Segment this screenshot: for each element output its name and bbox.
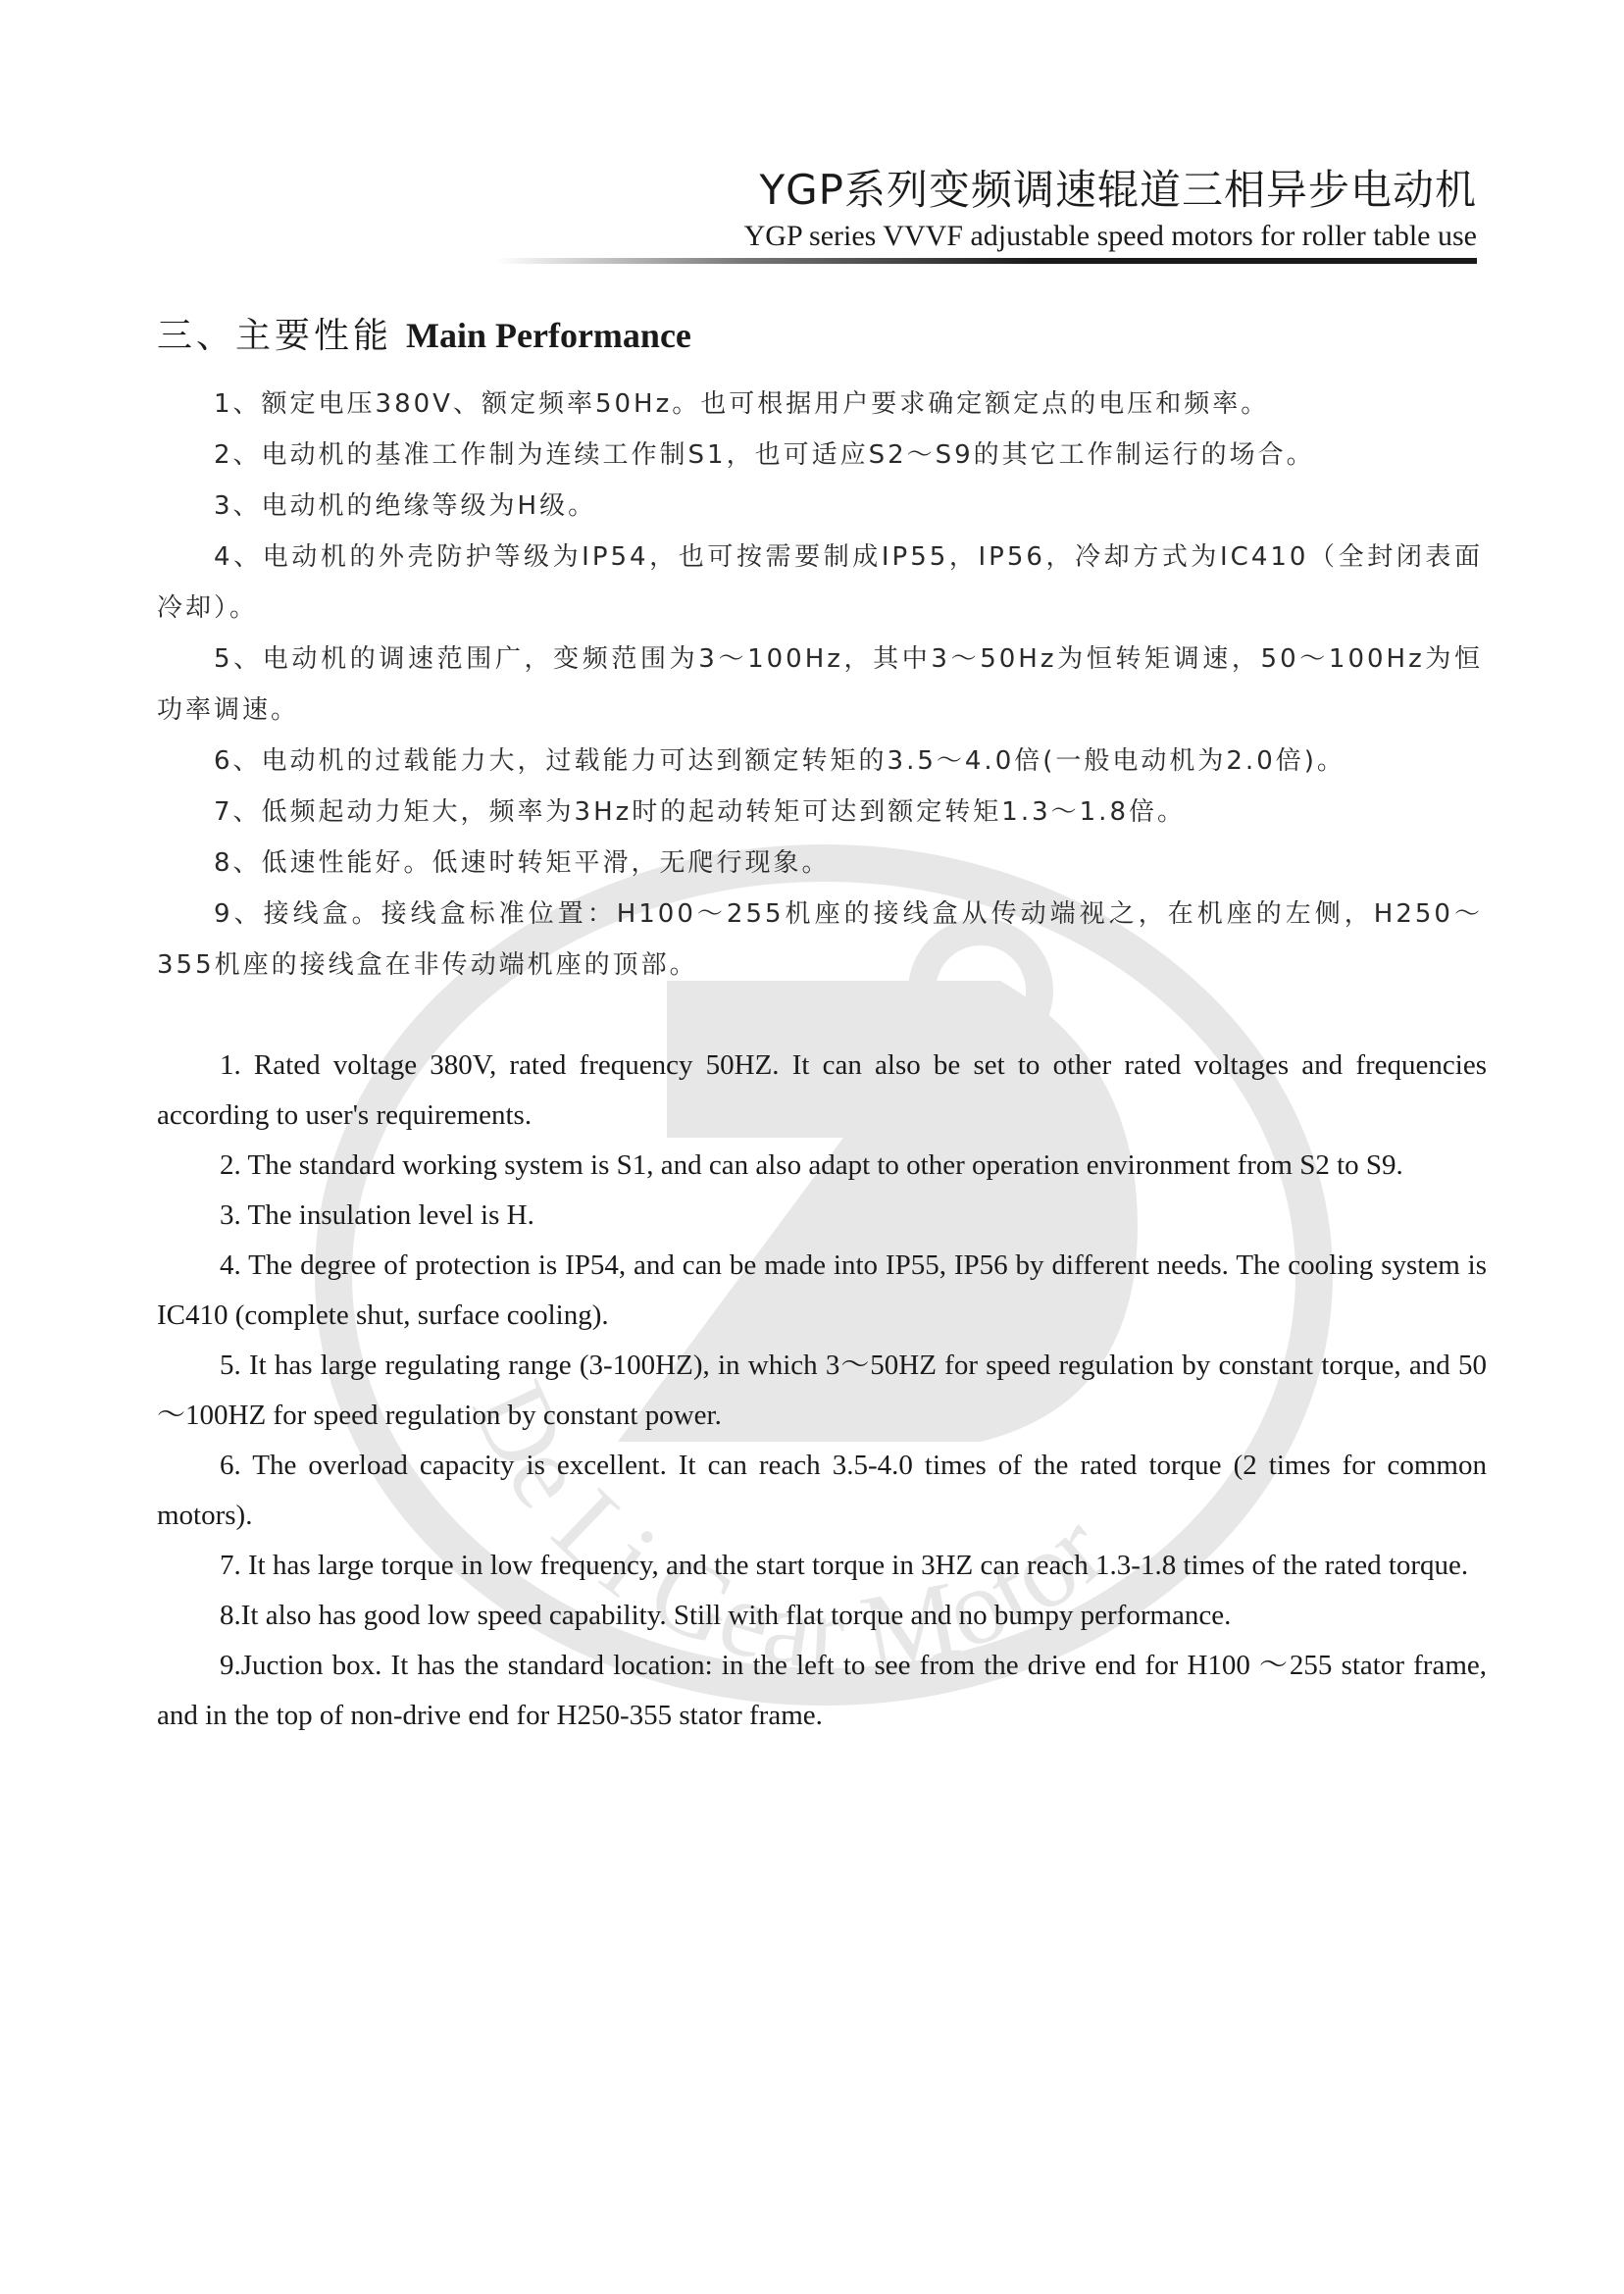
section-title — [157, 314, 691, 358]
en-item-9: 9.Juction box. It has the standard location: in the left to see from the drive end for H100 ～255 stator frame, and in the top of non-drive end for H250-355 stator frame. — [157, 1650, 1487, 1731]
en-item-1: 1. Rated voltage 380V, rated frequency 50HZ. It can also be set to other rated voltages and frequencies according to user's requirements. — [157, 1049, 1487, 1131]
en-item-2: 2. The standard working system is S1, and can also adapt to other operation environment from S2 to S9. — [220, 1149, 1403, 1181]
en-item-8: 8.It also has good low speed capability. Still with flat torque and no bumpy performance. — [220, 1600, 1232, 1631]
cn-item-7: 7、低频起动力矩大，频率为3Hz时的起动转矩可达到额定转矩1.3～1.8倍。 — [214, 797, 1186, 827]
cn-item-9: 9、接线盒。接线盒标准位置：H100～255机座的接线盒从传动端视之，在机座的左侧，H250～355机座的接线盒在非传动端机座的顶部。 — [157, 899, 1483, 980]
en-item-7: 7. It has large torque in low frequency, and the start torque in 3HZ can reach 1.3-1.8 times of the rated torque. — [220, 1550, 1469, 1581]
header-title-cn: YGP系列变频调速辊道三相异步电动机 — [759, 166, 1477, 214]
cn-item-4: 4、电动机的外壳防护等级为IP54，也可按需要制成IP55，IP56，冷却方式为IC410（全封闭表面冷却）。 — [157, 542, 1483, 623]
header-divider — [496, 258, 1477, 264]
watermark-text: De Li Gear Motor — [449, 1364, 1128, 1694]
section-title-en: Main Performance — [406, 316, 691, 355]
cn-item-3: 3、电动机的绝缘等级为H级。 — [214, 491, 597, 521]
header-title-en: YGP series VVVF adjustable speed motors for roller table use — [743, 220, 1477, 252]
cn-item-1: 1、额定电压380V、额定频率50Hz。也可根据用户要求确定额定点的电压和频率。 — [214, 389, 1270, 419]
cn-performance-list — [157, 379, 1483, 991]
cn-item-8: 8、低速性能好。低速时转矩平滑，无爬行现象。 — [214, 848, 831, 878]
en-item-5: 5. It has large regulating range (3-100HZ), in which 3～50HZ for speed regulation by constant torque, and 50～100HZ for speed regulation by constant power. — [157, 1350, 1487, 1431]
en-item-6: 6. The overload capacity is excellent. It can reach 3.5-4.0 times of the rated torque (2 times for common motors). — [157, 1450, 1487, 1531]
cn-item-6: 6、电动机的过载能力大，过载能力可达到额定转矩的3.5～4.0倍(一般电动机为2.0倍)。 — [214, 746, 1345, 776]
cn-item-2: 2、电动机的基准工作制为连续工作制S1，也可适应S2～S9的其它工作制运行的场合。 — [214, 440, 1315, 470]
en-performance-list — [157, 1041, 1487, 1741]
en-item-3: 3. The insulation level is H. — [220, 1199, 534, 1231]
section-title-cn: 三、主要性能 — [157, 316, 393, 356]
cn-item-5: 5、电动机的调速范围广，变频范围为3～100Hz，其中3～50Hz为恒转矩调速，50～100Hz为恒功率调速。 — [157, 644, 1483, 725]
page-header — [496, 165, 1477, 253]
en-item-4: 4. The degree of protection is IP54, and can be made into IP55, IP56 by different needs. The cooling system is IC410 (complete shut, surface cooling). — [157, 1249, 1487, 1331]
